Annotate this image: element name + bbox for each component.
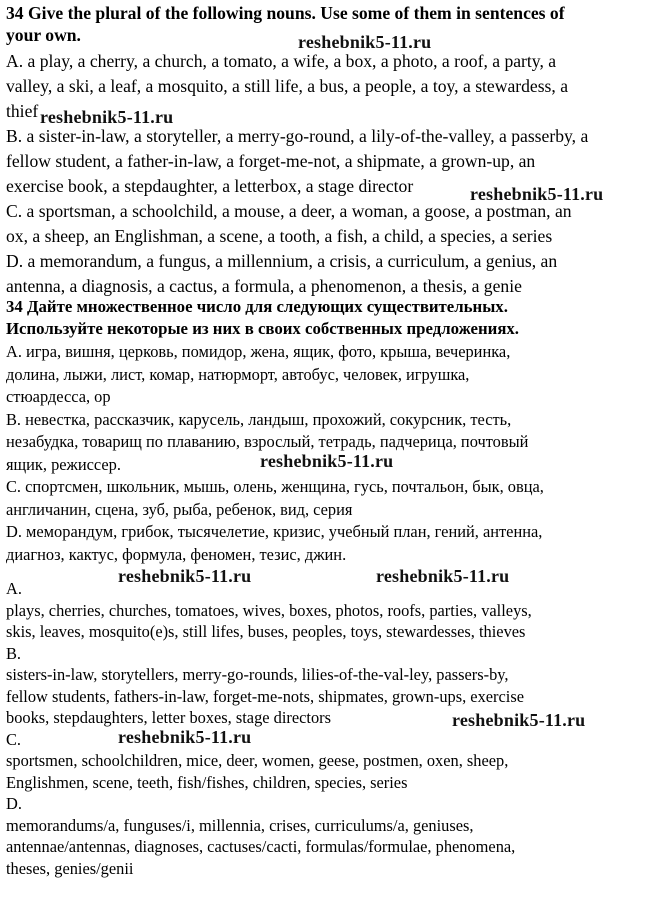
exercise-ru	[6, 296, 544, 566]
exercise-ru-title: 34 Дайте множественное число для следующих существительных. Используйте некоторые из них в своих собственных предложениях.	[6, 297, 519, 338]
answers-body: A. plays, cherries, churches, tomatoes, wives, boxes, photos, roofs, parties, valleys, skis, leaves, mosquito(e)s, still lifes, buses, peoples, toys, stewardesses, thieves B. sisters-in-law, storytellers, merry-go-rounds, lilies-of-the-val-ley, passers-by, fellow students, fathers-in-law, forget-me-nots, shipmates, grown-ups, exercise books, stepdaughters, letter boxes, stage directors C. sportsmen, schoolchildren, mice, deer, women, geese, postmen, oxen, sheep, Englishmen, scene, teeth, fish/fishes, children, species, series D. memorandums/a, funguses/i, millennia, crises, curriculums/a, geniuses, antennae/antennas, diagnoses, cactuses/cacti, formulas/formulae, phenomena, theses, genies/genii	[6, 579, 532, 878]
watermark: reshebnik5-11.ru	[470, 184, 604, 204]
watermark: reshebnik5-11.ru	[452, 710, 586, 730]
watermark: reshebnik5-11.ru	[118, 566, 252, 586]
watermark: reshebnik5-11.ru	[40, 107, 174, 127]
exercise-ru-body: А. игра, вишня, церковь, помидор, жена, ящик, фото, крыша, вечеринка, долина, лыжи, лист, комар, натюрморт, автобус, человек, игрушка, стюардесса, ор В. невестка, рассказчик, карусель, ландыш, прохожий, сокурсник, тесть, незабудка, товарищ по плаванию, взрослый, тетрадь, падчерица, почтовый ящик, режиссер. С. спортсмен, школьник, мышь, олень, женщина, гусь, почтальон, бык, овца, англичанин, сцена, зуб, рыба, ребенок, вид, серия D. меморандум, грибок, тысячелетие, кризис, учебный план, гений, антенна, диагноз, кактус, формула, феномен, тезис, джин.	[6, 342, 544, 564]
watermark: reshebnik5-11.ru	[118, 727, 252, 747]
exercise-en-title: 34 Give the plural of the following nouns. Use some of them in sentences of your own.	[6, 3, 565, 45]
watermark: reshebnik5-11.ru	[376, 566, 510, 586]
watermark: reshebnik5-11.ru	[260, 451, 394, 471]
watermark: reshebnik5-11.ru	[298, 32, 432, 52]
exercise-en-body: A. a play, a cherry, a church, a tomato, a wife, a box, a photo, a roof, a party, a valley, a ski, a leaf, a mosquito, a still life, a bus, a people, a toy, a stewardess, a thief B. a sister-in-law, a storyteller, a merry-go-round, a lily-of-the-valley, a passerby, a fellow student, a father-in-law, a forget-me-not, a shipmate, a grown-up, an exercise book, a stepdaughter, a letterbox, a stage director C. a sportsman, a schoolchild, a mouse, a deer, a woman, a goose, a postman, an ox, a sheep, an Englishman, a scene, a tooth, a fish, a child, a species, a series D. a memorandum, a fungus, a millennium, a crisis, a curriculum, a genius, an antenna, a diagnosis, a cactus, a formula, a phenomenon, a thesis, a genie	[6, 51, 589, 296]
